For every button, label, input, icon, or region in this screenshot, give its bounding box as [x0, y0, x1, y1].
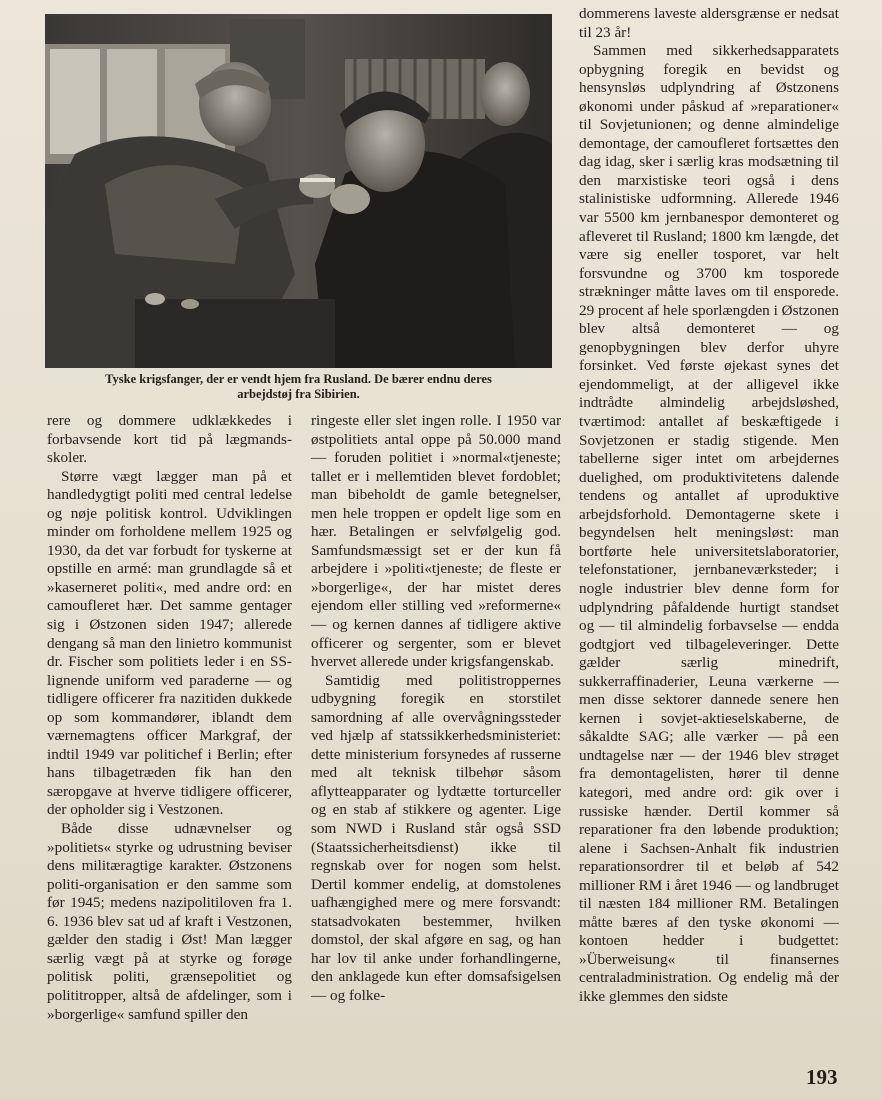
paragraph: ringeste eller slet ingen rolle. I 1950 var østpolitiets antal oppe på 50.000 mand — foruden politiet i »normal«tjeneste; tallet er i mellemtiden blevet fordoblet; man bibeholdt de gamle betegnelser, men hele troppen er opdelt lige som en hær. Betalingen er selvfølgelig god. Samfundsmæssigt set er der kun få arbejdere i »politi«tjeneste; de fleste er »borgerlige«, der har mistet deres ejendom eller stilling ved »reformerne« — og kernen dannes af tidligere aktive officerer og sergenter, som er blevet hvervet allerede under krigsfangenskab.: [311, 412, 561, 671]
paragraph: dommerens laveste aldersgrænse er nedsat til 23 år!: [579, 5, 839, 41]
paragraph: Samtidig med politistroppernes udbygning foregik en storstilet samordning af alle overvågningssteder ved hjælp af statssikkerhedsministeriet: dette ministerium forsynedes af russerne med alt teknisk tilbehør såsom aflytteapparater og lydtætte torturceller og en stab af stikkere og agenter. Lige som NWD i Rusland står også SSD (Staatssicherheitsdienst) ikke til regnskab over for nogen som helst. Dertil kommer endelig, at domstolenes uafhængighed mere og mere forsvandt: statsadvokaten bestemmer, hvilken domstol, der skal afgøre en sag, og han har lov til anke under forhandlingerne, den anklagede kun efter domsafsigelsen — og folke-: [311, 671, 561, 1004]
page-number: 193: [806, 1065, 838, 1089]
photo-caption: [45, 372, 552, 402]
text-column-2: [311, 412, 561, 1006]
paragraph: Sammen med sikkerhedsapparatets opbygning foregik en bevidst og hensynsløs udplyndring af Østzonens økonomi under påskud af »reparationer« til Sovjetunionen; og denne almindelige demontage, der camoufleret fortsættes den dag idag, sker i særlig kras modsætning til den marxistiske teori også i dens stalinistiske udformning. Allerede 1946 var 5500 km jernbanespor demonteret og afleveret til Rusland; 1800 km længde, det være sig eneller tosporet, var helt forsvundne og 3700 km tosporede strækninger måtte laves om til ensporede. 29 procent af hele sporlængden i Østzonen blev altså demonteret — og genopbygningen blev derfor uhyre forsinket. Ved første øjekast synes det ejendommeligt, at der alligevel ikke indtrådte almindelig arbejdsløshed, tværtimod: antallet af beskæftigede i Sovjetzonen er stadig stigende. Men tabellerne siger intet om arbejdernes duelighed, om produktivitetens dalende tendens og antallet af uproduktive arbejdsforhold. Demontagerne skete i begyndelsen helt meningsløst: man bortførte hele universitetslaboratorier, telefonstationer, jernbaneværksteder; i nogle industrier blev denne form for udplyndring påfaldende hurtigt standset og — til almindelig forbavselse — endda godtgjort ved tilbageleveringer. Dette gælder særlig minedrift, sukkerraffinaderier, Leuna værkerne — men disse sektorer dannede senere hen kernen i sovjet-aktieselskaberne, de såkaldte SAG; alle værker — på een undtagelse nær — der 1946 blev strøget fra demontagelisten, hører til denne kategori, med andre ord: gik over i russiske hænder. Dertil kommer så reparationer fra den løbende produktion; alene i Sachsen-Anhalt fik industrien reparationsordrer til et beløb af 542 millioner RM i året 1946 — og landbruget til næsten 184 millioner RM. Betalingen måtte bæres af den tyske økonomi — kontoen hedder i budgettet: »Überweisung« til finansernes centraladministration. Og endelig må der ikke glemmes den sidste: [579, 42, 839, 1005]
caption-line-2: arbejdstøj fra Sibirien.: [237, 387, 360, 401]
text-column-1: [47, 412, 292, 1024]
text-column-3: [579, 5, 839, 1007]
paragraph: Større vægt lægger man på et handledygtigt politi med central ledelse og nøje politisk kontrol. Udviklingen minder om forholdene mellem 1925 og 1930, da det var forbudt for tyskerne at opstille en armé: man grundlagde så et »kaserneret politi«, med andre ord: en camoufleret hær. Det samme gentager sig i Østzonen siden 1947; allerede dengang så man den linietro kommunist dr. Fischer som politiets leder i en SS-lignende uniform ved paraderne — og tidligere officerer fra nazitiden dukkede op som kommandører, iblandt dem værnemagtens officer Markgraf, der indtil 1949 var politichef i Berlin; efter hans tilbagetræden fik han den særopgave at hverve tidligere officerer, der opholder sig i Vestzonen.: [47, 467, 292, 819]
caption-line-1: Tyske krigsfanger, der er vendt hjem fra Rusland. De bærer endnu deres: [105, 372, 492, 386]
paragraph: rere og dommere udklækkedes i forbavsende kort tid på lægmands-skoler.: [47, 412, 292, 467]
paragraph: Både disse udnævnelser og »politiets« styrke og udrustning beviser dens militæragtige karakter. Østzonens politi-organisation er den samme som før 1945; medens nazipolitiloven fra 1. 6. 1936 blev sat ud af kraft i Vestzonen, gælder den stadig i Øst! Man lægger særlig vægt på at styrke og forøge politisk politi, grænsepolitiet og polititropper, altså de afdelinger, som i »borgerlige« samfund spiller den: [47, 820, 292, 1023]
photo-image: [45, 14, 552, 368]
photo-prisoners-of-war: [45, 14, 552, 368]
